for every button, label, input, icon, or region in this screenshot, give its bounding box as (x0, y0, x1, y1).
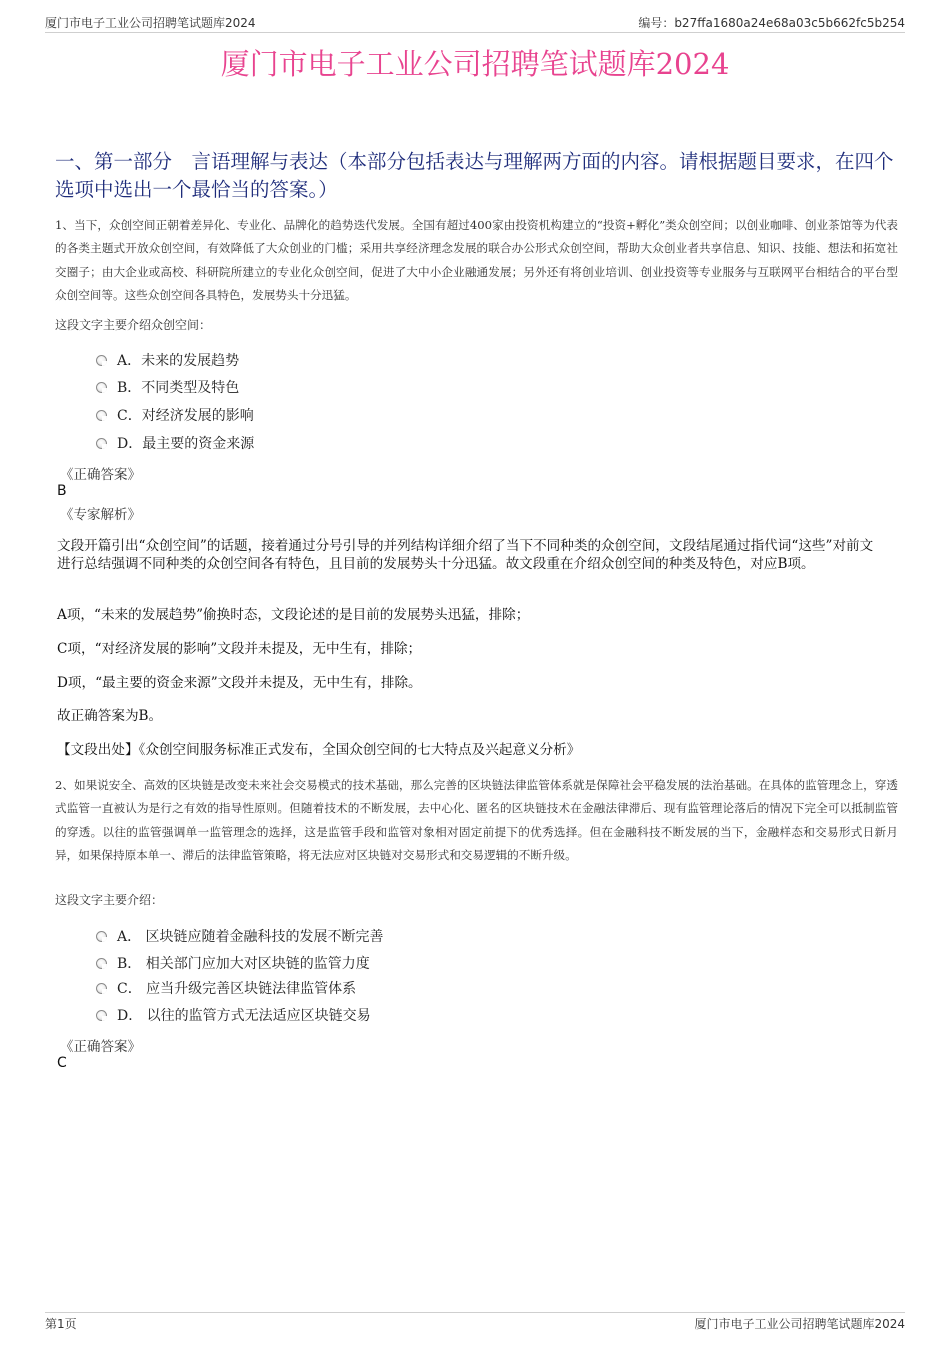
analysis-paragraph-d: D项，“最主要的资金来源”文段并未提及，无中生有，排除。 (57, 675, 422, 691)
radio-icon[interactable] (96, 438, 107, 449)
analysis-conclusion: 故正确答案为B。 (57, 708, 163, 724)
radio-icon[interactable] (96, 931, 107, 942)
header-serial-number: 编号：b27ffa1680a24e68a03c5b662fc5b254 (638, 16, 905, 30)
option-label: A．未来的发展趋势 (117, 353, 240, 369)
radio-icon[interactable] (96, 1010, 107, 1021)
option-label: C．对经济发展的影响 (117, 408, 254, 424)
question-1-answer: B (57, 483, 67, 499)
question-1-analysis-label: 《专家解析》 (60, 507, 141, 523)
analysis-paragraph-c: C项，“对经济发展的影响”文段并未提及，无中生有，排除； (57, 641, 422, 657)
radio-icon[interactable] (96, 382, 107, 393)
option-label: B． 相关部门应加大对区块链的监管力度 (117, 956, 370, 972)
question-2-answer: C (57, 1055, 67, 1071)
radio-icon[interactable] (96, 355, 107, 366)
radio-icon[interactable] (96, 983, 107, 994)
page-footer (45, 1312, 905, 1333)
radio-icon[interactable] (96, 958, 107, 969)
option-label: D．最主要的资金来源 (117, 436, 255, 452)
page-number: 第1页 (45, 1317, 77, 1331)
option-label: B．不同类型及特色 (117, 380, 240, 396)
document-title: 厦门市电子工业公司招聘笔试题库2024 (220, 47, 730, 81)
question-1-prompt: 这段文字主要介绍众创空间： (55, 318, 212, 332)
question-2-text: 2、如果说安全、高效的区块链是改变未来社会交易模式的技术基础，那么完善的区块链法律监管体系就是保障社会平稳发展的法治基础。在具体的监管理念上，穿透式监管一直被认为是行之有效的指导性原则。但随着技术的不断发展，去中心化、匿名的区块链技术在金融法律滞后、现有监管理论落后的情况下完全可以抵制监管的穿透。以往的监管强调单一监管理念的选择，这是监管手段和监管对象相对固定前提下的优秀选择。但在金融科技不断发展的当下，金融样态和交易形式日新月异，如果保持原本单一、滞后的法律监管策略，将无法应对区块链对交易形式和交易逻辑的不断升级。 (55, 778, 898, 862)
radio-icon[interactable] (96, 410, 107, 421)
option-label: A． 区块链应随着金融科技的发展不断完善 (117, 929, 384, 945)
option-label: C． 应当升级完善区块链法律监管体系 (117, 981, 357, 997)
analysis-source: 【文段出处】《众创空间服务标准正式发布，全国众创空间的七大特点及兴起意义分析》 (57, 742, 581, 758)
question-2-prompt: 这段文字主要介绍： (55, 893, 164, 907)
header-title: 厦门市电子工业公司招聘笔试题库2024 (45, 16, 256, 30)
option-label: D． 以往的监管方式无法适应区块链交易 (117, 1008, 371, 1024)
question-1-text: 1、当下，众创空间正朝着差异化、专业化、品牌化的趋势迭代发展。全国有超过400家由投资机构建立的“投资+孵化”类众创空间；以创业咖啡、创业茶馆等为代表的各类主题式开放众创空间，有效降低了大众创业的门槛；采用共享经济理念发展的联合办公形式众创空间，帮助大众创业者共享信息、知识、技能、想法和拓宽社交圈子；由大企业或高校、科研院所建立的专业化众创空间，促进了大中小企业融通发展；另外还有将创业培训、创业投资等专业服务与互联网平台相结合的平台型众创空间等。这些众创空间各具特色，发展势头十分迅猛。 (55, 218, 898, 302)
section-heading: 一、第一部分 言语理解与表达（本部分包括表达与理解两方面的内容。请根据题目要求，在四个选项中选出一个最恰当的答案。） (55, 150, 894, 201)
footer-title: 厦门市电子工业公司招聘笔试题库2024 (694, 1317, 905, 1331)
question-1-answer-label: 《正确答案》 (60, 467, 141, 483)
page-header (45, 14, 905, 33)
analysis-paragraph-a: A项，“未来的发展趋势”偷换时态，文段论述的是目前的发展势头迅猛，排除； (57, 607, 530, 623)
analysis-paragraph-main: 文段开篇引出“众创空间”的话题，接着通过分号引导的并列结构详细介绍了当下不同种类的众创空间，文段结尾通过指代词“这些”对前文进行总结强调不同种类的众创空间各有特色，且目前的发展势头十分迅猛。故文段重在介绍众创空间的种类及特色，对应B项。 (57, 538, 874, 572)
question-2-answer-label: 《正确答案》 (60, 1039, 141, 1055)
